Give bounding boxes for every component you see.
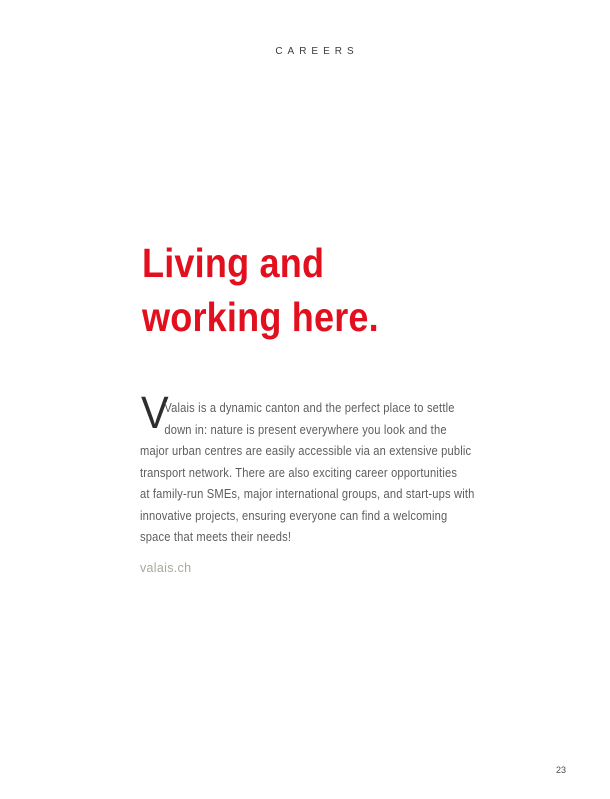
body-line: down in: nature is present everywhere you look and the	[164, 421, 447, 437]
page-title-line1: Living and	[142, 240, 325, 286]
body-line: Valais is a dynamic canton and the perfect place to settle	[164, 400, 455, 415]
page-number: 23	[556, 765, 567, 775]
website-link: valais.ch	[140, 561, 192, 575]
page-title	[142, 236, 379, 344]
page-title-line2: working here.	[142, 294, 379, 340]
section-kicker: CAREERS	[275, 46, 359, 57]
body-line: major urban centres are easily accessible via an extensive public	[140, 443, 472, 458]
body-line: at family-run SMEs, major international groups, and start-ups with	[140, 486, 475, 501]
body-paragraph	[140, 387, 500, 548]
body-line: transport network. There are also exciting career opportunities	[140, 464, 458, 480]
body-line: innovative projects, ensuring everyone can find a welcoming	[140, 507, 448, 523]
drop-cap-letter: V	[141, 387, 169, 438]
body-line: space that meets their needs!	[140, 529, 292, 544]
